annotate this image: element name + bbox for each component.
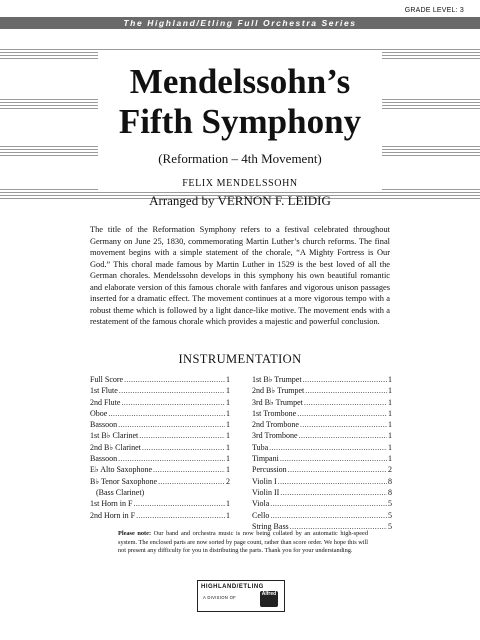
- dot-leader: [142, 442, 225, 453]
- dot-leader: [121, 397, 225, 408]
- instrument-count: 1: [226, 499, 230, 509]
- instrument-count: 5: [388, 521, 392, 531]
- notice-label: Please note:: [118, 530, 152, 537]
- instrument-name: Percussion: [252, 465, 287, 475]
- logo-brand-text: HIGHLAND/ETLING: [201, 584, 264, 590]
- instrument-name: 2nd Horn in F: [90, 510, 136, 520]
- instrument-name: 1st Horn in F: [90, 499, 133, 509]
- instrument-name: Oboe: [90, 408, 108, 418]
- dot-leader: [270, 510, 387, 521]
- instrument-count: 1: [388, 442, 392, 452]
- title-line-1: Mendelssohn’s: [129, 62, 351, 101]
- dot-leader: [278, 476, 387, 487]
- dot-leader: [305, 385, 387, 396]
- instrument-name: 2nd Flute: [90, 397, 121, 407]
- instrument-name: 2nd Trombone: [252, 420, 299, 430]
- instrument-count: 1: [226, 397, 230, 407]
- dot-leader: [303, 374, 387, 385]
- instrument-name: 1st Trombone: [252, 408, 297, 418]
- instrument-name: (Bass Clarinet): [96, 487, 145, 497]
- alfred-logo-icon: Alfred: [260, 591, 278, 607]
- notice-text: Our band and orchestra music is now being collated by an automatic high-speed system. The enclosed parts are now sorted by page count, rather than score order. We hope this will not present any difficulty for you in distributing the parts. Thank you for your understanding.: [118, 530, 369, 555]
- instrument-count: 1: [226, 386, 230, 396]
- instrument-name: String Bass: [252, 521, 289, 531]
- instrument-row: [252, 498, 392, 509]
- instrument-count: 1: [388, 375, 392, 384]
- dot-leader: [288, 464, 387, 475]
- instrument-row: [252, 385, 392, 396]
- arranger-credit: Arranged by VERNON F. LEIDIG: [149, 193, 331, 208]
- dot-leader: [158, 476, 225, 487]
- instrument-row: [90, 510, 230, 521]
- instrument-row: [252, 464, 392, 475]
- instrument-name: 1st B♭ Clarinet: [90, 431, 139, 441]
- instrument-count: 1: [226, 442, 230, 452]
- instrument-row: [90, 498, 230, 509]
- instrument-count: 1: [388, 397, 392, 407]
- dot-leader: [300, 419, 387, 430]
- dot-leader: [136, 510, 225, 521]
- instrument-row: [90, 374, 230, 385]
- instrument-count: 1: [226, 420, 230, 430]
- dot-leader: [280, 453, 387, 464]
- dot-leader: [119, 385, 225, 396]
- instrument-row: [252, 397, 392, 408]
- instrument-count: 1: [226, 431, 230, 441]
- instrument-row: [252, 374, 392, 385]
- instrument-row: [90, 385, 230, 396]
- instrument-row: [252, 408, 392, 419]
- instrument-row: [252, 430, 392, 441]
- instrument-name: Bassoon: [90, 454, 118, 464]
- instrument-count: 2: [226, 476, 230, 486]
- instrument-list-right: [252, 374, 392, 532]
- instrument-count: 1: [388, 408, 392, 418]
- instrument-row: [252, 476, 392, 487]
- instrument-row: [252, 453, 392, 464]
- instrument-count: 1: [388, 420, 392, 430]
- instrument-name: B♭ Tenor Saxophone: [90, 476, 158, 486]
- instrument-name: Full Score: [90, 375, 124, 384]
- composer-name: FELIX MENDELSSOHN: [182, 178, 298, 189]
- dot-leader: [297, 408, 387, 419]
- publisher-logo: [197, 580, 285, 612]
- instrument-count: 1: [388, 386, 392, 396]
- logo-division-text: A DIVISION OF: [203, 595, 236, 600]
- instrument-name: Violin II: [252, 487, 280, 497]
- instrument-count: 8: [388, 487, 392, 497]
- instrument-name: 2nd B♭ Clarinet: [90, 442, 141, 452]
- dot-leader: [124, 374, 225, 385]
- instrument-row: [252, 510, 392, 521]
- instrument-count: 1: [388, 431, 392, 441]
- instrument-name: E♭ Alto Saxophone: [90, 465, 152, 475]
- collation-notice: [118, 530, 368, 556]
- instrument-count: 5: [388, 499, 392, 509]
- dot-leader: [304, 397, 387, 408]
- instrument-name: Violin I: [252, 476, 277, 486]
- instrument-row: [252, 419, 392, 430]
- instrument-row: [252, 442, 392, 453]
- instrument-name: 2nd B♭ Trumpet: [252, 386, 305, 396]
- title-line-2: Fifth Symphony: [118, 102, 362, 141]
- instrument-name: 1st Flute: [90, 386, 118, 396]
- dot-leader: [299, 430, 387, 441]
- instrument-count: 5: [388, 510, 392, 520]
- dot-leader: [133, 498, 225, 509]
- dot-leader: [118, 419, 225, 430]
- instrument-row: [90, 487, 230, 498]
- instrument-count: 1: [226, 408, 230, 418]
- instrument-list-left: [90, 374, 230, 521]
- instrument-row: [252, 487, 392, 498]
- series-title: The Highland/Etling Full Orchestra Series: [123, 18, 357, 28]
- dot-leader: [139, 430, 225, 441]
- dot-leader: [118, 453, 225, 464]
- dot-leader: [270, 498, 387, 509]
- page-title: [0, 62, 480, 142]
- instrument-name: Viola: [252, 499, 270, 509]
- instrument-name: 3rd Trombone: [252, 431, 298, 441]
- instrument-count: 8: [388, 476, 392, 486]
- instrument-count: 1: [226, 375, 230, 384]
- subtitle: (Reformation – 4th Movement): [158, 151, 322, 166]
- instrument-name: Bassoon: [90, 420, 118, 430]
- instrumentation-heading: INSTRUMENTATION: [178, 352, 302, 366]
- instrument-count: 1: [226, 465, 230, 475]
- dot-leader: [280, 487, 387, 498]
- instrument-count: 1: [388, 454, 392, 464]
- instrument-name: Timpani: [252, 454, 279, 464]
- program-notes: The title of the Reformation Symphony refers to a festival celebrated throughout Germany on June 25, 1830, commemorating Martin Luther’s church reforms. The final movement begins with a simple statement of the chorale, “A Mighty Fortress is Our God.” This choral made famous by Martin Luther in 1529 is the best loved of all the German chorales. Mendelssohn develops in this symphony his own beautiful romantic and elaborate version of this famous chorale with fanfares and vigorous unison passages inserted for a dramatic effect. The movement continues at a more vigorous tempo with a robust theme which is followed by a light dance-like motive. The movement ends with a restatement of the famous chorale which provides a majestic and powerful conclusion.: [90, 225, 390, 326]
- instrument-count: 1: [226, 454, 230, 464]
- instrument-row: [90, 453, 230, 464]
- instrument-row: [90, 397, 230, 408]
- instrument-row: [90, 476, 230, 487]
- dot-leader: [153, 464, 225, 475]
- instrument-name: Tuba: [252, 442, 269, 452]
- instrument-name: 3rd B♭ Trumpet: [252, 397, 303, 407]
- instrument-count: 2: [388, 465, 392, 475]
- instrument-row: [90, 419, 230, 430]
- instrument-row: [90, 442, 230, 453]
- dot-leader: [108, 408, 225, 419]
- grade-level: GRADE LEVEL: 3: [404, 7, 464, 14]
- instrument-row: [90, 430, 230, 441]
- instrument-row: [90, 408, 230, 419]
- instrument-name: Cello: [252, 510, 270, 520]
- instrument-row: [90, 464, 230, 475]
- instrument-name: 1st B♭ Trumpet: [252, 375, 302, 384]
- instrument-count: 1: [226, 510, 230, 520]
- dot-leader: [269, 442, 387, 453]
